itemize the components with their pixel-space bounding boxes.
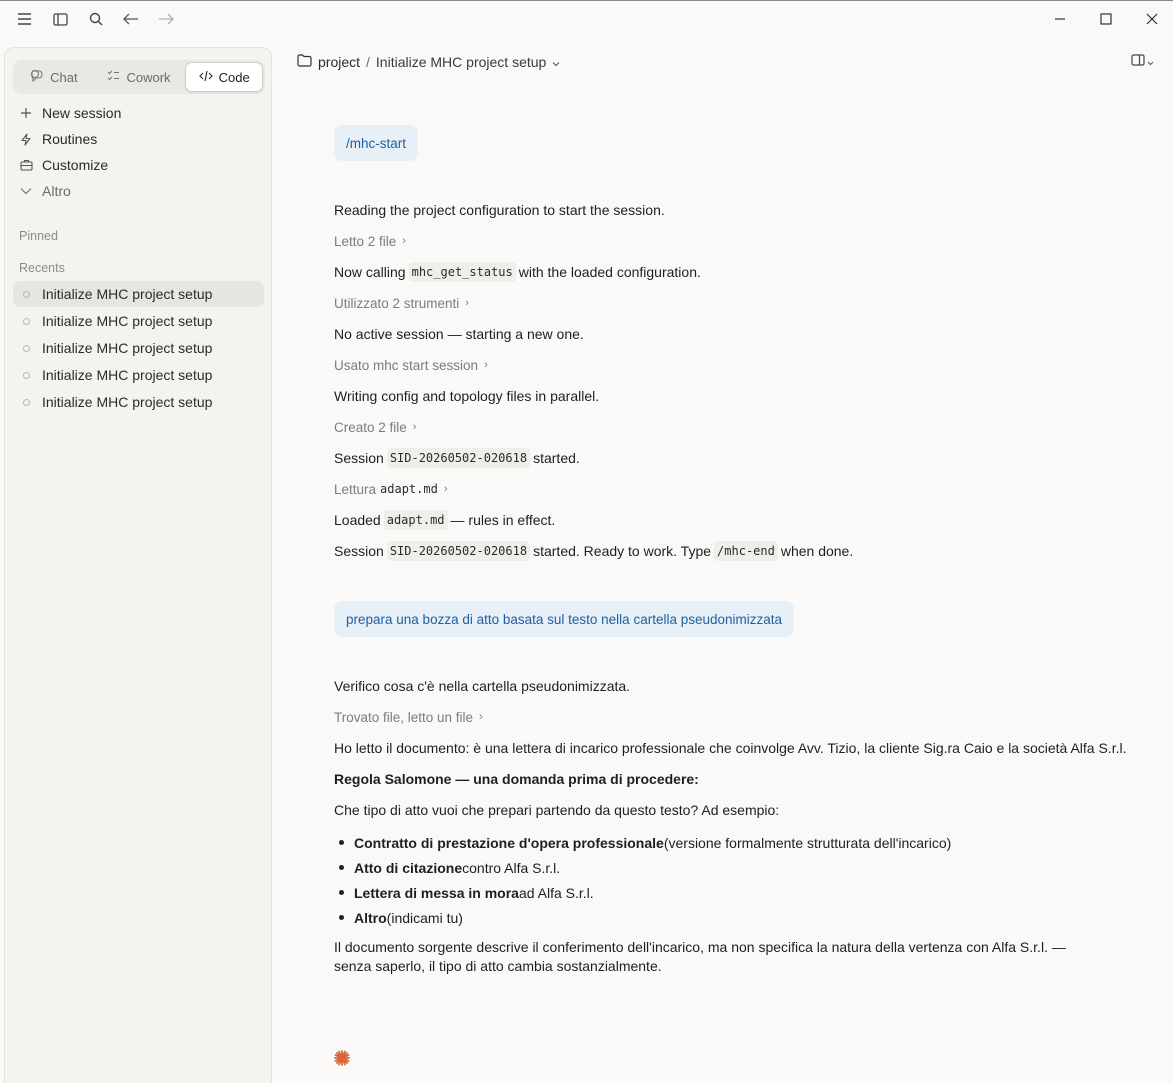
close-icon[interactable] <box>1142 9 1162 29</box>
folder-icon <box>297 54 312 70</box>
recent-session-label: Initialize MHC project setup <box>42 367 213 383</box>
assistant-text: Il documento sorgente descrive il conferimento dell'incarico, ma non specifica la natura della vertenza con Alfa S.r.l. — senza saperlo, il tipo di atto cambia sostanzialmente. <box>334 939 1066 974</box>
tab-chat[interactable] <box>15 62 93 92</box>
sidebar <box>4 47 272 1083</box>
tool-call-label: Letto 2 file <box>334 233 397 249</box>
code-brackets-icon <box>199 70 213 85</box>
chevron-down-icon[interactable] <box>552 54 560 70</box>
routines-button[interactable] <box>19 128 97 150</box>
assistant-text: No active session — starting a new one. <box>334 326 584 342</box>
briefcase-icon <box>19 158 33 172</box>
chevron-right-icon: › <box>412 421 417 433</box>
plus-icon <box>19 106 33 120</box>
tool-call-summary[interactable] <box>334 707 483 727</box>
inline-code: adapt.md <box>380 482 438 496</box>
tool-call-summary[interactable] <box>334 355 488 375</box>
altro-button[interactable] <box>19 180 71 202</box>
status-dot-icon <box>23 345 30 352</box>
list-item <box>354 830 951 855</box>
chevron-right-icon: › <box>479 711 483 723</box>
assistant-text: Verifico cosa c'è nella cartella pseudonimizzata. <box>334 678 631 694</box>
status-dot-icon <box>23 291 30 298</box>
inline-code: adapt.md <box>384 510 448 530</box>
session-title[interactable]: Initialize MHC project setup <box>375 54 547 70</box>
menu-icon[interactable] <box>15 10 33 28</box>
option-detail: ad Alfa S.r.l. <box>518 884 594 901</box>
assistant-text <box>334 540 853 562</box>
assistant-text-segment: started. <box>533 450 580 466</box>
altro-label: Altro <box>42 183 71 199</box>
assistant-text-segment: Now calling <box>334 264 406 280</box>
assistant-text-segment: Session <box>334 450 384 466</box>
list-item <box>354 905 951 930</box>
recents-heading: Recents <box>19 261 65 275</box>
option-title: Atto di citazione <box>354 859 463 876</box>
tool-call-label: Lettura <box>334 481 377 497</box>
option-detail: contro Alfa S.r.l. <box>462 859 561 876</box>
new-session-label: New session <box>42 105 122 121</box>
new-session-button[interactable] <box>19 102 121 124</box>
recent-session-item[interactable] <box>13 281 264 307</box>
routines-label: Routines <box>42 131 98 147</box>
tool-call-summary[interactable] <box>334 293 469 313</box>
list-item <box>354 880 951 905</box>
tab-cowork[interactable] <box>93 62 186 92</box>
inline-code: SID-20260502-020618 <box>387 448 530 468</box>
recent-session-item[interactable] <box>13 389 264 415</box>
inline-code: SID-20260502-020618 <box>387 541 530 561</box>
tab-code[interactable] <box>185 62 263 92</box>
search-icon[interactable] <box>87 10 105 28</box>
recent-session-label: Initialize MHC project setup <box>42 286 213 302</box>
lightning-icon <box>19 132 33 146</box>
assistant-text <box>334 261 701 283</box>
tool-call-label: Trovato file, letto un file <box>334 709 474 725</box>
options-list <box>354 830 951 930</box>
option-title: Altro <box>354 909 387 926</box>
project-folder-link[interactable]: project <box>318 54 361 70</box>
recent-session-label: Initialize MHC project setup <box>42 313 213 329</box>
customize-button[interactable] <box>19 154 108 176</box>
user-message: /mhc-start <box>334 125 418 161</box>
list-item <box>354 855 951 880</box>
assistant-text-segment: — rules in effect. <box>450 512 556 528</box>
forward-arrow-icon[interactable] <box>157 10 175 28</box>
title-bar <box>0 0 1173 36</box>
user-message: prepara una bozza di atto basata sul testo nella cartella pseudonimizzata <box>334 601 794 637</box>
option-title: Contratto di prestazione d'opera professionale <box>354 834 664 851</box>
assistant-text-segment: Session <box>334 543 384 559</box>
chevron-down-icon <box>1147 53 1154 69</box>
tab-code-label: Code <box>218 69 250 85</box>
tool-call-label: Usato mhc start session <box>334 357 479 373</box>
recent-session-label: Initialize MHC project setup <box>42 340 213 356</box>
tool-call-summary[interactable] <box>334 417 416 437</box>
inline-code: mhc_get_status <box>409 262 516 282</box>
sidebar-toggle-icon[interactable] <box>51 10 69 28</box>
tab-chat-label: Chat <box>50 69 78 85</box>
assistant-text-segment: started. Ready to work. Type <box>533 543 712 559</box>
back-arrow-icon[interactable] <box>122 10 140 28</box>
assistant-text-segment: Loaded <box>334 512 381 528</box>
recent-session-item[interactable] <box>13 362 264 388</box>
tab-cowork-label: Cowork <box>126 69 171 85</box>
chevron-right-icon: › <box>465 297 469 309</box>
tool-call-label: Creato 2 file <box>334 419 407 435</box>
chevron-down-icon <box>19 184 33 198</box>
chat-bubble-icon <box>30 69 44 85</box>
recent-session-label: Initialize MHC project setup <box>42 394 213 410</box>
panel-toggle-button[interactable] <box>1131 52 1159 70</box>
recent-session-item[interactable] <box>13 308 264 334</box>
maximize-icon[interactable] <box>1096 9 1116 29</box>
chevron-right-icon: › <box>443 483 448 495</box>
option-title: Lettera di messa in mora <box>354 884 519 901</box>
assistant-text-segment: with the loaded configuration. <box>518 264 701 280</box>
assistant-text <box>334 447 580 469</box>
assistant-text: Che tipo di atto vuoi che prepari partendo da questo testo? Ad esempio: <box>334 802 780 818</box>
assistant-text <box>334 509 555 531</box>
option-detail: (versione formalmente strutturata dell'incarico) <box>663 834 952 851</box>
assistant-text: Ho letto il documento: è una lettera di incarico professionale che coinvolge Avv. Tizio, la cliente Sig.ra Caio e la società Alfa S.r.l. <box>334 740 1127 756</box>
breadcrumb-separator: / <box>366 54 370 70</box>
assistant-text: Writing config and topology files in parallel. <box>334 388 600 404</box>
breadcrumb <box>297 52 560 72</box>
option-detail: (indicami tu) <box>386 909 463 926</box>
inline-code: /mhc-end <box>714 541 778 561</box>
spark-icon <box>333 1049 351 1067</box>
status-dot-icon <box>23 372 30 379</box>
tool-call-summary[interactable] <box>334 479 448 499</box>
recent-session-item[interactable] <box>13 335 264 361</box>
panel-layout-icon <box>1131 53 1145 69</box>
tool-call-label: Utilizzato 2 strumenti <box>334 295 460 311</box>
status-dot-icon <box>23 318 30 325</box>
assistant-heading: Regola Salomone — una domanda prima di procedere: <box>334 771 699 787</box>
chevron-right-icon: › <box>402 235 406 247</box>
tool-call-summary[interactable] <box>334 231 406 251</box>
minimize-icon[interactable] <box>1050 9 1070 29</box>
checklist-icon <box>107 70 120 85</box>
assistant-text-segment: when done. <box>780 543 854 559</box>
pinned-heading: Pinned <box>19 229 58 243</box>
status-dot-icon <box>23 399 30 406</box>
chevron-right-icon: › <box>484 359 488 371</box>
customize-label: Customize <box>42 157 109 173</box>
mode-switcher <box>13 60 265 94</box>
assistant-text: Reading the project configuration to start the session. <box>334 202 665 218</box>
